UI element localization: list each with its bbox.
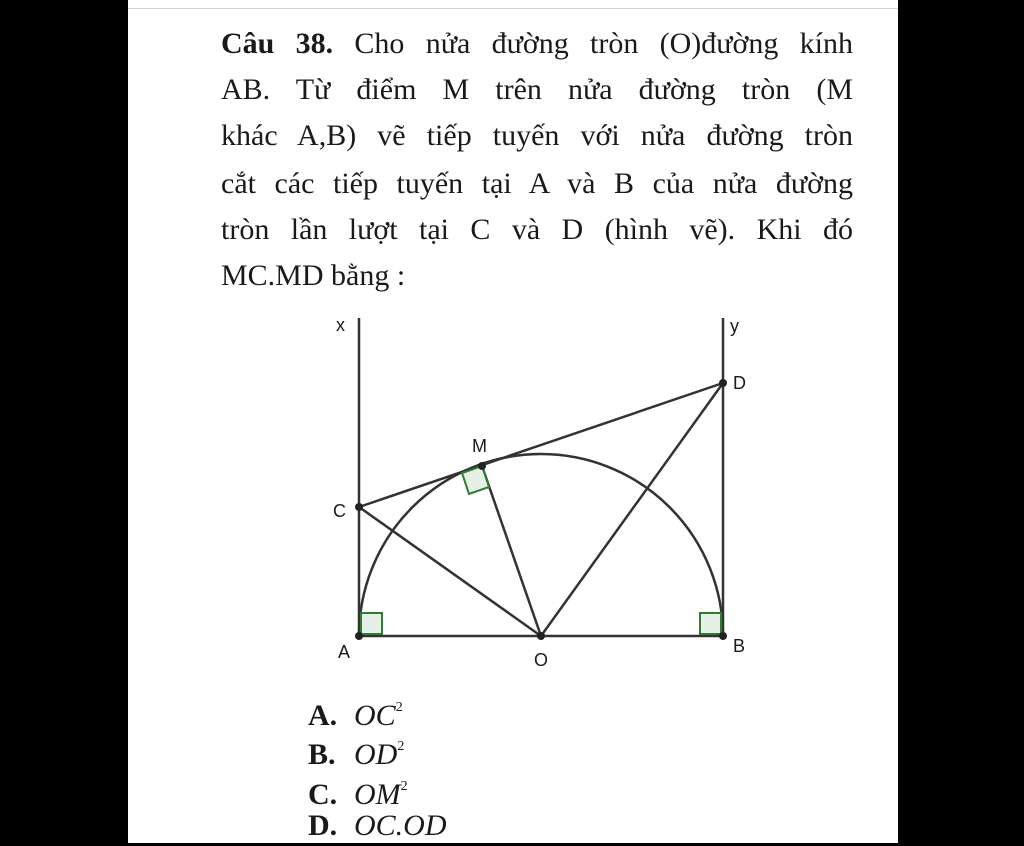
question-line-5: tròn lần lượt tại C và D (hình vẽ). Khi đó: [221, 213, 853, 246]
question-label: Câu 38.: [221, 27, 334, 60]
segment-om: [482, 466, 541, 636]
segment-od: [541, 383, 723, 636]
tangent-line-cd: [359, 383, 723, 507]
point-d: [719, 379, 727, 387]
point-o: [537, 632, 545, 640]
document-page: [128, 0, 898, 843]
geometry-figure: [128, 0, 898, 700]
right-angle-b: [700, 613, 721, 634]
point-c: [355, 503, 363, 511]
label-m: M: [472, 436, 487, 456]
label-x: x: [336, 315, 345, 335]
question-line-2: AB. Từ điểm M trên nửa đường tròn (M: [221, 73, 853, 106]
answer-option-a[interactable]: A. $OC^2$: [308, 699, 403, 732]
question-line-1: Câu 38. Cho nửa đường tròn (O)đường kính: [221, 27, 853, 60]
segment-oc: [359, 507, 541, 636]
answer-option-d[interactable]: D. OC.OD: [308, 809, 447, 842]
answer-option-c[interactable]: C. $OM^2$: [308, 778, 408, 811]
label-y: y: [730, 316, 739, 336]
point-a: [355, 632, 363, 640]
label-o: O: [534, 650, 549, 670]
label-a: A: [338, 642, 351, 662]
point-b: [719, 632, 727, 640]
question-line-4: cắt các tiếp tuyến tại A và B của nửa đường: [221, 167, 853, 200]
question-line-6: MC.MD bằng :: [221, 259, 406, 292]
label-d: D: [733, 373, 746, 393]
label-b: B: [733, 636, 746, 656]
point-m: [478, 462, 486, 470]
answer-option-b[interactable]: B. $OD^2$: [308, 738, 405, 771]
question-line-3: khác A,B) vẽ tiếp tuyến với nửa đường tròn: [221, 119, 853, 152]
label-c: C: [333, 501, 346, 521]
right-angle-a: [361, 613, 382, 634]
